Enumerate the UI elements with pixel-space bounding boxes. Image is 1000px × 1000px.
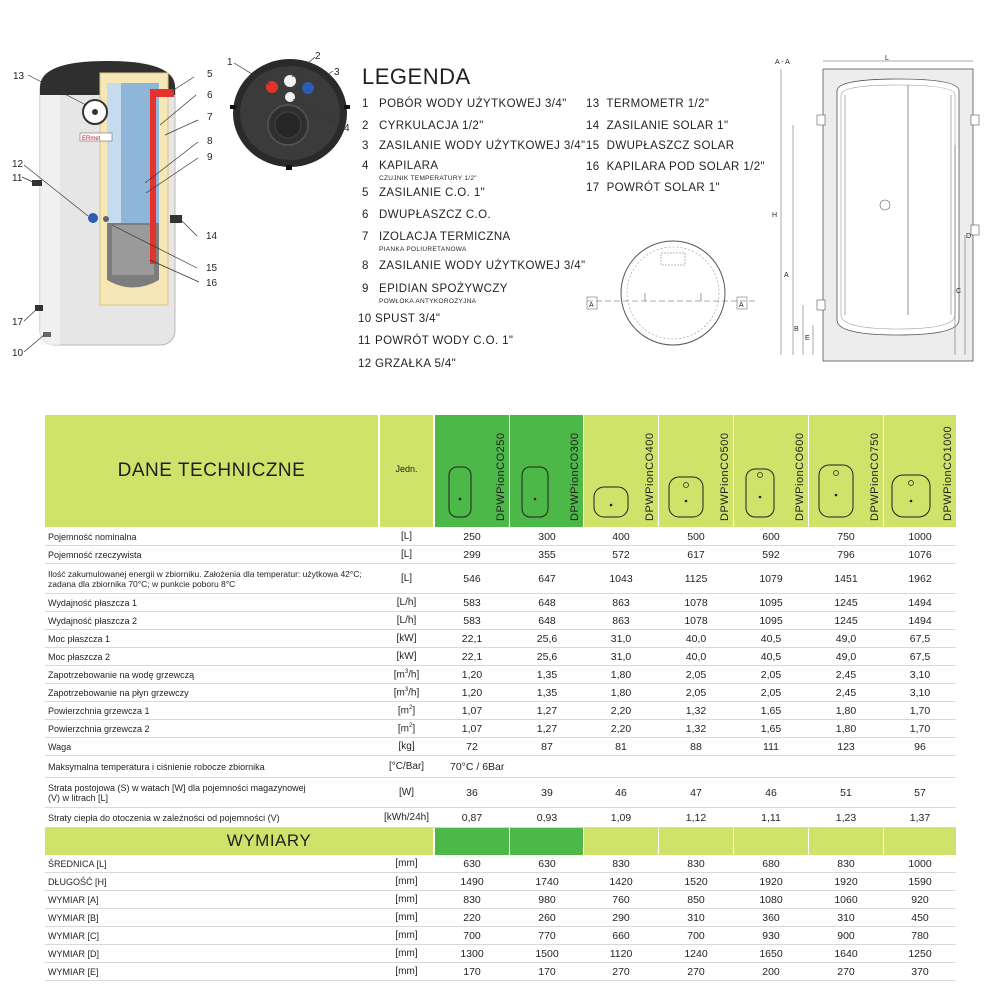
callout-15: 15: [206, 263, 218, 274]
table-row: Moc płaszcza 2 [kW] 22,1 25,6 31,0 40,0 40,5 49,0 67,5: [45, 648, 956, 666]
legend-item-6: 6 DWUPŁASZCZ C.O.: [362, 209, 492, 221]
model-column: [734, 415, 808, 527]
table-row: Wydajność płaszcza 2 [L/h] 583 648 863 1078 1095 1245 1494: [45, 612, 956, 630]
table-row: Ilość zakumulowanej energii w zbiorniku. Założenia dla temperatur: użytkowa 42°C; zadana dla zbiornika 70°C; w punkcie poboru 8°C [L] 546 647 1043 1125 1079 1451 1962: [45, 564, 956, 594]
model-name: DPWPionCO1000: [942, 425, 954, 521]
callout-16: 16: [206, 278, 218, 289]
table-row: Maksymalna temperatura i ciśnienie robocze zbiornika [°C/Bar] 70°C / 6Bar: [45, 756, 956, 778]
legend-item-4: 4 KAPILARA CZUJNIK TEMPERATURY 1/2": [362, 160, 477, 182]
capillary-icon: [285, 92, 295, 102]
callout-9: 9: [207, 152, 213, 163]
dimensions-header-cell: [510, 828, 583, 855]
legend-item-9: 9 EPIDIAN SPOŻYWCZY POWŁOKA ANTYKOROZYJNA: [362, 283, 508, 305]
dim-d: D: [966, 233, 972, 240]
legend-item-7: 7 IZOLACJA TERMICZNA PIANKA POLIURETANOWA: [362, 231, 511, 253]
legend-title: LEGENDA: [362, 64, 471, 89]
legend-item-11: 11 POWRÓT WODY C.O. 1": [358, 335, 514, 347]
table-row: Wydajność płaszcza 1 [L/h] 583 648 863 1078 1095 1245 1494: [45, 594, 956, 612]
legend-item-8: 8 ZASILANIE WODY UŻYTKOWEJ 3/4": [362, 260, 586, 272]
model-name: DPWPionCO300: [569, 432, 581, 521]
plan-section-drawing: [585, 235, 755, 365]
table-row: Waga [kg] 72 87 81 88 111 123 96: [45, 738, 956, 756]
model-column: [809, 415, 883, 527]
table-row: Strata postojowa (S) w watach [W] dla pojemności magazynowej (V) w litrach [L] [W] 36 39 46 47 46 51 57: [45, 778, 956, 808]
model-column: [884, 415, 956, 527]
callout-8: 8: [207, 136, 213, 147]
dimensions-header-cell: [884, 828, 956, 855]
dimensions-header-cell: [584, 828, 658, 855]
legend-item-5: 5 ZASILANIE C.O. 1": [362, 187, 486, 199]
table-row: DŁUGOŚĆ [H] [mm] 1490 1740 1420 1520 1920 1920 1590: [45, 873, 956, 891]
callout-14: 14: [206, 231, 218, 242]
dim-h: H: [772, 212, 778, 219]
callout-5: 5: [207, 69, 213, 80]
legend-item-15: 15 DWUPŁASZCZ SOLAR: [586, 140, 735, 152]
technical-data-table: [45, 415, 956, 985]
model-column: [659, 415, 733, 527]
hot-outlet-icon: [266, 81, 278, 93]
table-row: Powierzchnia grzewcza 2 $[m^2]$ 1,07 1,27 2,20 1,32 1,65 1,80 1,70: [45, 720, 956, 738]
callout-7: 7: [207, 112, 213, 123]
legend-item-10: 10 SPUST 3/4": [358, 313, 441, 325]
callout-17: 17: [12, 317, 24, 328]
dimensions-header-cell: [659, 828, 733, 855]
brand-logo: ERmet: [82, 136, 101, 142]
dim-e: E: [805, 335, 810, 342]
dim-c: C: [956, 288, 962, 295]
legend-item-14: 14 ZASILANIE SOLAR 1": [586, 120, 729, 132]
section-title: A - A: [775, 59, 790, 66]
legend-item-2: 2 CYRKULACJA 1/2": [362, 120, 484, 132]
legend-item-1: 1 POBÓR WODY UŻYTKOWEJ 3/4": [362, 98, 567, 110]
dimensions-header-cell: [435, 828, 509, 855]
table-row: Zapotrzebowanie na wodę grzewczą $[m^3/h]$ 1,20 1,35 1,80 2,05 2,05 2,45 3,10: [45, 666, 956, 684]
table-title: DANE TECHNICZNE: [45, 415, 378, 527]
table-row: WYMIAR [B] [mm] 220 260 290 310 360 310 450: [45, 909, 956, 927]
callout-11: 11: [12, 173, 23, 184]
table-row: Pojemność rzeczywista [L] 299 355 572 617 592 796 1076: [45, 546, 956, 564]
table-row: WYMIAR [A] [mm] 830 980 760 850 1080 1060 920: [45, 891, 956, 909]
section-aa-drawing: [765, 55, 990, 365]
table-row: WYMIAR [D] [mm] 1300 1500 1120 1240 1650 1640 1250: [45, 945, 956, 963]
legend-item-3: 3 ZASILANIE WODY UŻYTKOWEJ 3/4": [362, 140, 586, 152]
callout-12: 12: [12, 159, 24, 170]
callout-1: 1: [227, 57, 233, 68]
dim-l: L: [885, 55, 889, 62]
model-column: [435, 415, 509, 527]
callout-6: 6: [207, 90, 213, 101]
heater-port-icon: [88, 213, 98, 223]
model-name: DPWPionCO400: [644, 432, 656, 521]
dim-b: B: [794, 326, 799, 333]
section-mark-left: A: [589, 302, 594, 309]
circulation-icon: [284, 75, 296, 87]
legend-item-16: 16 KAPILARA POD SOLAR 1/2": [586, 161, 765, 173]
model-name: DPWPionCO250: [495, 432, 507, 521]
callout-4: 4: [344, 123, 350, 134]
table-row: Zapotrzebowanie na płyn grzewczy $[m^3/h]$ 1,20 1,35 1,80 2,05 2,05 2,45 3,10: [45, 684, 956, 702]
model-name: DPWPionCO750: [869, 432, 881, 521]
callout-10: 10: [12, 348, 24, 359]
callout-3: 3: [334, 67, 340, 78]
table-row: WYMIAR [C] [mm] 700 770 660 700 930 900 780: [45, 927, 956, 945]
cold-inlet-icon: [302, 82, 314, 94]
section-mark-right: A: [739, 302, 744, 309]
table-row: ŚREDNICA [L] [mm] 630 630 830 830 680 830 1000: [45, 855, 956, 873]
tank-cutaway-illustration: [0, 55, 230, 375]
dimensions-title: WYMIARY: [45, 828, 433, 855]
legend-item-13: 13 TERMOMETR 1/2": [586, 98, 710, 110]
table-header: [45, 415, 956, 527]
dimensions-header-cell: [734, 828, 808, 855]
legend-item-17: 17 POWRÓT SOLAR 1": [586, 182, 721, 194]
table-row: Pojemność nominalna [L] 250 300 400 500 600 750 1000: [45, 528, 956, 546]
model-column: [584, 415, 658, 527]
table-row: WYMIAR [E] [mm] 170 170 270 270 200 270 370: [45, 963, 956, 981]
callout-13: 13: [13, 71, 25, 82]
callout-2: 2: [315, 51, 321, 62]
table-row: Powierzchnia grzewcza 1 $[m^2]$ 1,07 1,27 2,20 1,32 1,65 1,80 1,70: [45, 702, 956, 720]
dimensions-header: [45, 828, 956, 855]
lid-top-view: [220, 45, 370, 175]
model-column: [510, 415, 583, 527]
legend-item-12: 12 GRZAŁKA 5/4": [358, 358, 457, 370]
model-name: DPWPionCO500: [719, 432, 731, 521]
table-row: Straty ciepła do otoczenia w zależności od pojemności (V) [kWh/24h] 0,87 0,93 1,09 1,12 1,11 1,23 1,37: [45, 808, 956, 828]
model-name: DPWPionCO600: [794, 432, 806, 521]
dimensions-header-cell: [809, 828, 883, 855]
dim-a: A: [784, 272, 789, 279]
table-row: Moc płaszcza 1 [kW] 22,1 25,6 31,0 40,0 40,5 49,0 67,5: [45, 630, 956, 648]
unit-header: Jedn.: [380, 415, 433, 527]
